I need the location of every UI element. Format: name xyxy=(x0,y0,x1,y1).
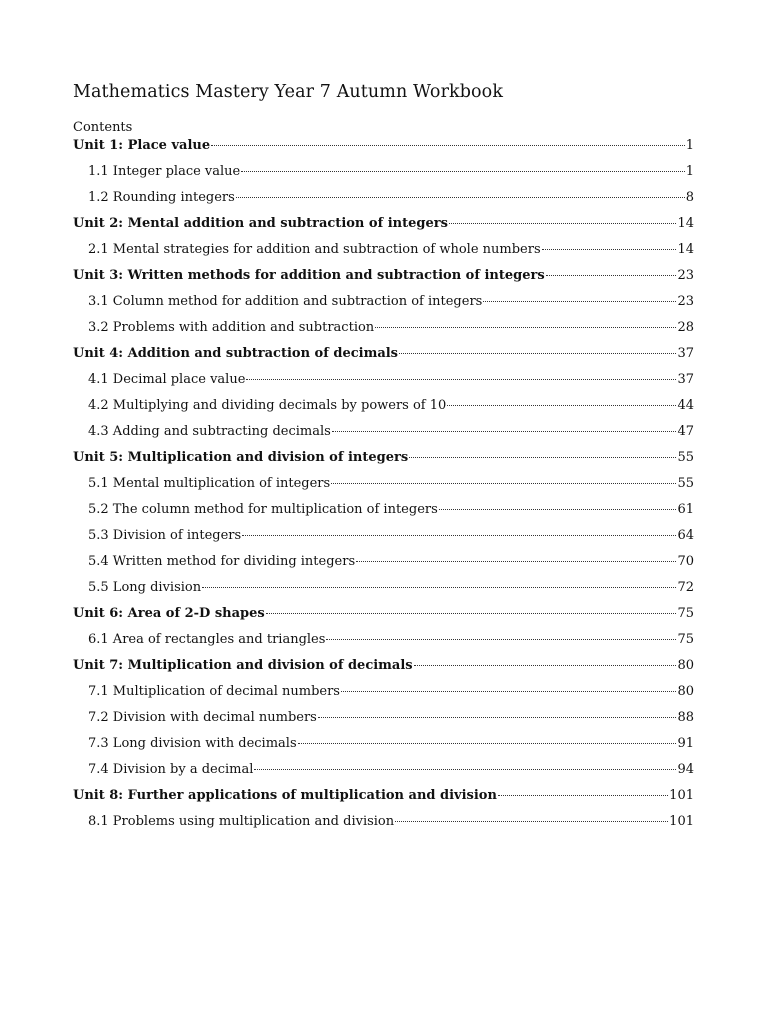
toc-page-number: 72 xyxy=(677,580,694,595)
dot-leader xyxy=(399,353,676,354)
dot-leader xyxy=(341,691,676,692)
toc-entry-line xyxy=(88,190,694,206)
dot-leader xyxy=(409,457,676,458)
toc-entry-title: 7.3 Long division with decimals xyxy=(88,736,297,751)
toc-entry-line xyxy=(73,788,694,804)
table-of-contents xyxy=(0,136,768,838)
toc-page-number: 47 xyxy=(677,424,694,439)
toc-page-number: 8 xyxy=(685,190,694,205)
toc-entry-title: 1.1 Integer place value xyxy=(88,164,241,179)
toc-entry-line xyxy=(88,814,694,830)
toc-subsection-entry[interactable] xyxy=(0,318,768,344)
toc-entry-line xyxy=(88,580,694,596)
dot-leader xyxy=(202,587,676,588)
toc-entry-title: 7.4 Division by a decimal xyxy=(88,762,254,777)
toc-entry-line xyxy=(88,684,694,700)
toc-subsection-entry[interactable] xyxy=(0,188,768,214)
dot-leader xyxy=(318,717,677,718)
toc-entry-title: 4.2 Multiplying and dividing decimals by powers of 10 xyxy=(88,398,447,413)
toc-page-number: 1 xyxy=(685,138,694,153)
dot-leader xyxy=(447,405,676,406)
toc-entry-title: Unit 7: Multiplication and division of decimals xyxy=(73,658,413,673)
toc-subsection-entry[interactable] xyxy=(0,526,768,552)
toc-entry-title: 7.1 Multiplication of decimal numbers xyxy=(88,684,340,699)
contents-heading: Contents xyxy=(73,120,133,135)
toc-subsection-entry[interactable] xyxy=(0,708,768,734)
dot-leader xyxy=(241,171,684,172)
toc-subsection-entry[interactable] xyxy=(0,370,768,396)
toc-page-number: 88 xyxy=(677,710,694,725)
toc-subsection-entry[interactable] xyxy=(0,734,768,760)
toc-entry-title: Unit 2: Mental addition and subtraction of integers xyxy=(73,216,448,231)
toc-entry-title: 3.1 Column method for addition and subtraction of integers xyxy=(88,294,483,309)
toc-page-number: 75 xyxy=(677,632,694,647)
toc-entry-line xyxy=(88,424,694,440)
dot-leader xyxy=(483,301,676,302)
toc-page-number: 94 xyxy=(677,762,694,777)
toc-unit-entry[interactable] xyxy=(0,786,768,812)
toc-entry-title: 4.3 Adding and subtracting decimals xyxy=(88,424,331,439)
toc-subsection-entry[interactable] xyxy=(0,760,768,786)
toc-subsection-entry[interactable] xyxy=(0,682,768,708)
toc-entry-title: 4.1 Decimal place value xyxy=(88,372,246,387)
dot-leader xyxy=(375,327,676,328)
toc-entry-title: 5.1 Mental multiplication of integers xyxy=(88,476,331,491)
toc-page-number: 80 xyxy=(677,658,694,673)
toc-entry-title: Unit 6: Area of 2-D shapes xyxy=(73,606,265,621)
toc-page-number: 28 xyxy=(677,320,694,335)
toc-unit-entry[interactable] xyxy=(0,656,768,682)
toc-subsection-entry[interactable] xyxy=(0,500,768,526)
toc-subsection-entry[interactable] xyxy=(0,240,768,266)
toc-entry-title: Unit 3: Written methods for addition and subtraction of integers xyxy=(73,268,545,283)
toc-unit-entry[interactable] xyxy=(0,136,768,162)
toc-entry-line xyxy=(88,398,694,414)
toc-entry-title: 5.4 Written method for dividing integers xyxy=(88,554,356,569)
toc-page-number: 55 xyxy=(677,450,694,465)
toc-entry-line xyxy=(73,346,694,362)
dot-leader xyxy=(254,769,676,770)
toc-entry-line xyxy=(88,502,694,518)
toc-subsection-entry[interactable] xyxy=(0,396,768,422)
toc-entry-line xyxy=(88,242,694,258)
dot-leader xyxy=(266,613,677,614)
toc-page-number: 14 xyxy=(677,242,694,257)
toc-subsection-entry[interactable] xyxy=(0,630,768,656)
dot-leader xyxy=(449,223,677,224)
dot-leader xyxy=(356,561,676,562)
toc-entry-line xyxy=(88,762,694,778)
toc-page-number: 101 xyxy=(669,814,694,829)
toc-page-number: 37 xyxy=(677,346,694,361)
dot-leader xyxy=(395,821,668,822)
toc-page-number: 1 xyxy=(685,164,694,179)
toc-entry-line xyxy=(73,138,694,154)
toc-page-number: 70 xyxy=(677,554,694,569)
dot-leader xyxy=(414,665,677,666)
dot-leader xyxy=(236,197,685,198)
toc-unit-entry[interactable] xyxy=(0,214,768,240)
toc-page-number: 61 xyxy=(677,502,694,517)
toc-entry-line xyxy=(88,554,694,570)
dot-leader xyxy=(326,639,676,640)
toc-entry-line xyxy=(88,528,694,544)
toc-entry-title: Unit 1: Place value xyxy=(73,138,211,153)
toc-entry-line xyxy=(73,450,694,466)
toc-entry-line xyxy=(88,372,694,388)
toc-entry-title: 5.3 Division of integers xyxy=(88,528,242,543)
dot-leader xyxy=(331,483,676,484)
toc-page-number: 75 xyxy=(677,606,694,621)
toc-unit-entry[interactable] xyxy=(0,266,768,292)
toc-entry-title: 7.2 Division with decimal numbers xyxy=(88,710,317,725)
toc-page-number: 37 xyxy=(677,372,694,387)
dot-leader xyxy=(498,795,668,796)
toc-entry-title: 6.1 Area of rectangles and triangles xyxy=(88,632,326,647)
toc-entry-line xyxy=(88,710,694,726)
toc-entry-title: 5.5 Long division xyxy=(88,580,202,595)
toc-subsection-entry[interactable] xyxy=(0,292,768,318)
toc-unit-entry[interactable] xyxy=(0,448,768,474)
dot-leader xyxy=(211,145,685,146)
toc-entry-title: Unit 4: Addition and subtraction of decimals xyxy=(73,346,398,361)
toc-subsection-entry[interactable] xyxy=(0,162,768,188)
toc-entry-line xyxy=(73,606,694,622)
dot-leader xyxy=(546,275,677,276)
dot-leader xyxy=(242,535,676,536)
toc-entry-line xyxy=(88,320,694,336)
toc-page-number: 91 xyxy=(677,736,694,751)
toc-entry-line xyxy=(73,216,694,232)
toc-entry-title: 2.1 Mental strategies for addition and subtraction of whole numbers xyxy=(88,242,541,257)
toc-subsection-entry[interactable] xyxy=(0,552,768,578)
toc-subsection-entry[interactable] xyxy=(0,474,768,500)
toc-unit-entry[interactable] xyxy=(0,344,768,370)
toc-page-number: 23 xyxy=(677,268,694,283)
dot-leader xyxy=(332,431,677,432)
document-title: Mathematics Mastery Year 7 Autumn Workbook xyxy=(73,82,504,102)
toc-entry-line xyxy=(88,164,694,180)
toc-page-number: 64 xyxy=(677,528,694,543)
toc-subsection-entry[interactable] xyxy=(0,578,768,604)
toc-entry-title: 8.1 Problems using multiplication and division xyxy=(88,814,395,829)
toc-entry-line xyxy=(88,294,694,310)
dot-leader xyxy=(298,743,677,744)
toc-entry-title: 1.2 Rounding integers xyxy=(88,190,235,205)
toc-entry-line xyxy=(88,476,694,492)
toc-entry-line xyxy=(88,736,694,752)
toc-entry-title: Unit 5: Multiplication and division of integers xyxy=(73,450,409,465)
toc-page-number: 55 xyxy=(677,476,694,491)
toc-page-number: 80 xyxy=(677,684,694,699)
dot-leader xyxy=(246,379,676,380)
dot-leader xyxy=(542,249,677,250)
toc-page-number: 23 xyxy=(677,294,694,309)
toc-page-number: 101 xyxy=(669,788,694,803)
toc-entry-line xyxy=(73,658,694,674)
toc-page-number: 14 xyxy=(677,216,694,231)
toc-entry-title: 3.2 Problems with addition and subtraction xyxy=(88,320,375,335)
toc-entry-title: 5.2 The column method for multiplication of integers xyxy=(88,502,438,517)
toc-unit-entry[interactable] xyxy=(0,604,768,630)
toc-entry-line xyxy=(88,632,694,648)
toc-entry-line xyxy=(73,268,694,284)
toc-page-number: 44 xyxy=(677,398,694,413)
dot-leader xyxy=(439,509,677,510)
toc-entry-title: Unit 8: Further applications of multiplication and division xyxy=(73,788,497,803)
toc-subsection-entry[interactable] xyxy=(0,812,768,838)
toc-subsection-entry[interactable] xyxy=(0,422,768,448)
